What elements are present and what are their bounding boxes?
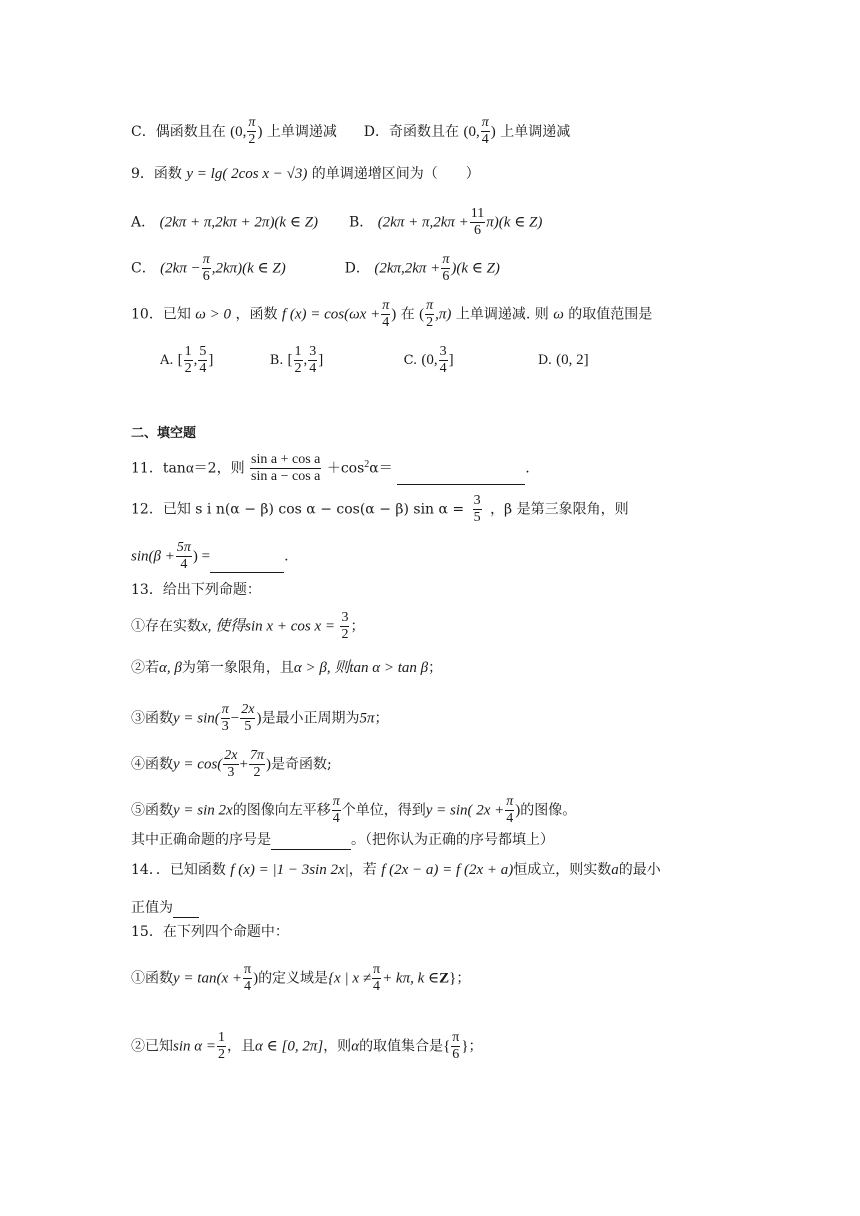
option-label: B. <box>269 353 284 368</box>
text: ①存在实数 <box>131 618 201 635</box>
text: 上单调递减. 则 <box>455 306 549 323</box>
math: (2kπ − <box>160 260 201 277</box>
denominator: 6 <box>474 223 482 238</box>
q9-option-d-label: D． <box>344 260 370 277</box>
numerator: 7π <box>249 748 264 763</box>
text: ⑤函数 <box>131 802 173 819</box>
superscript: 2 <box>364 458 370 470</box>
math: a <box>611 862 619 878</box>
math: f (x) = |1 − 3sin 2x| <box>230 862 349 878</box>
denominator: 4 <box>382 315 390 330</box>
fraction <box>473 493 482 526</box>
fraction <box>372 962 381 995</box>
q14-prefix: 14．．已知函数 <box>131 862 226 878</box>
q10-prefix: 10．已知 <box>131 306 191 323</box>
option-label: A. <box>160 353 174 368</box>
text: 的图像。 <box>520 802 577 819</box>
q9-options-cd <box>131 252 500 285</box>
numerator: π <box>248 115 256 130</box>
math: )(k ∈ Z) <box>451 260 500 277</box>
math: (0, <box>463 123 480 140</box>
q8-option-c <box>131 115 341 147</box>
denominator: 2 <box>218 1047 226 1062</box>
text: 的图像向左平移 <box>232 802 331 819</box>
text: ＝2，则 <box>193 460 245 477</box>
math: Z <box>439 970 450 987</box>
numerator: 3 <box>341 610 349 625</box>
fraction <box>340 610 349 643</box>
text: ①函数 <box>131 970 173 987</box>
math: ] <box>448 352 454 368</box>
numerator: π <box>243 962 252 977</box>
numerator: π <box>382 298 390 313</box>
q8-option-d-label: D．奇函数且在 <box>363 123 460 140</box>
section-title: 二、填空题 <box>131 426 197 441</box>
q9-option-a-math: (2kπ + π,2kπ + 2π)(k ∈ Z) <box>159 214 319 231</box>
fraction <box>470 206 485 239</box>
math: α > β, 则 <box>293 660 350 676</box>
math: (0, 2] <box>556 352 589 368</box>
q10-stem <box>131 298 652 331</box>
q10-option-d <box>538 353 589 368</box>
math: y = sin 2x <box>173 802 233 819</box>
math: x, 使得 <box>201 618 246 635</box>
numerator: π <box>372 962 381 977</box>
option-label: D. <box>537 353 552 368</box>
denominator: 5 <box>244 719 252 734</box>
text: 。（把你认为正确的序号都填上） <box>351 832 554 848</box>
text: 是奇函数; <box>270 756 332 773</box>
math: [ <box>287 352 293 368</box>
q11 <box>131 452 530 485</box>
q13-prop-5 <box>131 794 576 827</box>
text: 的取值范围是 <box>568 306 653 323</box>
math: y = sin( <box>173 710 220 727</box>
math: y = sin( 2x + <box>425 802 505 819</box>
q8-option-d-tail: 上单调递减 <box>500 123 571 140</box>
q10-option-c <box>403 344 458 376</box>
fraction <box>243 962 252 995</box>
fraction <box>221 702 230 735</box>
math: [ <box>177 352 183 368</box>
text: 在 <box>400 306 415 323</box>
text: ，且 <box>227 1038 256 1055</box>
text: ； <box>374 710 389 727</box>
q8-option-c-label: C．偶函数且在 <box>131 123 226 140</box>
math: ω > 0 <box>195 306 231 323</box>
fraction <box>381 298 390 331</box>
math: α, β <box>159 660 182 676</box>
q13-stem: 13．给出下列命题： <box>131 582 261 598</box>
text: 的取值集合是 <box>359 1038 444 1055</box>
fraction <box>425 298 434 331</box>
q13-prop-2 <box>131 658 442 678</box>
q15-prop-2 <box>131 1030 483 1063</box>
answer-blank[interactable] <box>397 484 525 485</box>
text: 正值为 <box>131 900 173 916</box>
numerator: π <box>221 702 229 717</box>
denominator: 4 <box>244 979 252 994</box>
answer-blank[interactable] <box>173 917 199 918</box>
numerator: π <box>506 794 514 809</box>
numerator: 1 <box>184 344 192 359</box>
math: + kπ, k ∈ <box>382 970 440 987</box>
q13-prop-3 <box>131 702 389 735</box>
numerator: 1 <box>294 344 302 359</box>
fraction <box>202 252 211 285</box>
fraction <box>198 344 207 377</box>
q13-prop-4 <box>131 748 332 781</box>
text: 恒成立，则实数 <box>513 862 612 878</box>
denominator: 4 <box>439 361 447 376</box>
fraction <box>451 1030 460 1063</box>
math: (0, <box>230 123 247 140</box>
q14-line1 <box>131 860 661 880</box>
text: 为第一象限角，且 <box>181 660 294 676</box>
q10-option-a: A. [ $\frac{1}{2}$ , $\frac{5}{4}$ ] <box>160 344 214 376</box>
q12-line1 <box>131 493 629 526</box>
math: α <box>351 1038 360 1055</box>
math: ω <box>553 306 564 323</box>
math: } <box>461 1038 469 1055</box>
text: 是最小正周期为 <box>261 710 360 727</box>
fraction <box>308 344 317 377</box>
numerator: 5π <box>176 540 191 555</box>
math: ) <box>490 123 496 140</box>
q8-options <box>131 115 570 148</box>
denominator: 6 <box>202 269 210 284</box>
math: ) <box>265 756 271 773</box>
q10-options <box>160 344 589 377</box>
math: (0, <box>421 352 438 368</box>
numerator: 3 <box>439 344 447 359</box>
math: ,π) <box>435 306 452 323</box>
math: ] <box>318 352 324 368</box>
math: {x | x ≠ <box>328 970 371 987</box>
math: y = cos( <box>173 756 223 773</box>
text: 其中正确命题的序号是 <box>131 832 271 848</box>
q9-stem <box>131 164 480 184</box>
fraction <box>247 115 256 148</box>
math: ) <box>391 306 397 323</box>
q11-prefix: 11．tan <box>131 460 186 477</box>
math: y = tan(x + <box>173 970 242 987</box>
math: − <box>230 710 240 727</box>
math: π)(k ∈ Z) <box>486 214 543 231</box>
denominator: 6 <box>442 269 450 284</box>
text: ＋cos <box>326 460 365 477</box>
math: sin x + cos x = <box>245 618 335 635</box>
denominator: 2 <box>341 627 349 642</box>
q12-line2 <box>131 540 289 573</box>
fraction <box>184 344 193 377</box>
text: 个单位，得到 <box>341 802 426 819</box>
denominator: 2 <box>294 361 302 376</box>
numerator: 2x <box>224 748 238 763</box>
math: ) <box>256 710 262 727</box>
numerator: π <box>202 252 210 267</box>
denominator: 4 <box>180 557 188 572</box>
math: sin(β + <box>131 548 175 565</box>
denominator: 4 <box>332 811 340 826</box>
q8-option-c-tail: 上单调递减 <box>266 123 337 140</box>
fraction <box>439 344 448 377</box>
math: α <box>185 460 194 477</box>
numerator: π <box>442 252 450 267</box>
q9-options-ab <box>131 206 542 239</box>
denominator: 5 <box>473 510 481 525</box>
math: sin α = <box>173 1038 217 1055</box>
answer-blank[interactable] <box>210 572 284 573</box>
fraction <box>176 540 192 573</box>
q9-option-b-label: B． <box>348 214 374 231</box>
option-label: C. <box>403 353 418 368</box>
text: . <box>284 548 289 565</box>
denominator: 3 <box>221 719 229 734</box>
fraction <box>332 794 341 827</box>
fraction <box>217 1030 226 1063</box>
denominator: 2 <box>248 132 256 147</box>
q12-stem: 12．已知 s i n(α − β) cos α − cos(α − β) sin α = <box>131 501 465 518</box>
math: 5π <box>359 710 375 727</box>
math: tan α > tan β <box>349 660 429 676</box>
math: ,2kπ)(k ∈ Z) <box>211 260 286 277</box>
text: . <box>525 460 530 477</box>
denominator: 2 <box>184 361 192 376</box>
q9-option-c-label: C． <box>131 260 156 277</box>
math: (2kπ,2kπ + <box>374 260 441 277</box>
text: ④函数 <box>131 756 173 773</box>
text: ，若 <box>348 862 377 878</box>
denominator: 4 <box>481 132 489 147</box>
fraction <box>505 794 514 827</box>
text: ，β 是第三象限角，则 <box>490 501 629 518</box>
q14-line2 <box>131 898 199 918</box>
q15-prop-1 <box>131 962 470 995</box>
math: f (2x − a) = f (2x + a) <box>381 862 514 878</box>
math: ] <box>208 352 214 368</box>
text: ②已知 <box>131 1038 173 1055</box>
math: f (x) = cos(ωx + <box>281 306 381 323</box>
text: ； <box>350 618 365 635</box>
answer-blank[interactable] <box>271 849 351 850</box>
q13-prop-1 <box>131 610 364 643</box>
math: y = lg( 2cos x − √3) <box>186 166 308 182</box>
denominator: 4 <box>199 361 207 376</box>
math: + <box>239 756 248 773</box>
math: ( <box>419 306 425 323</box>
text: ； <box>468 1038 483 1055</box>
text: ； <box>456 970 471 987</box>
fraction <box>250 452 321 485</box>
fraction <box>223 748 238 781</box>
numerator: 1 <box>218 1030 226 1045</box>
math: ) <box>515 802 521 819</box>
fraction <box>294 344 303 377</box>
text: ②若 <box>131 660 159 676</box>
math: ) = <box>192 548 211 565</box>
fraction <box>240 702 255 735</box>
fraction <box>481 115 490 148</box>
numerator: 3 <box>473 493 481 508</box>
fraction <box>441 252 450 285</box>
denominator: 4 <box>373 979 381 994</box>
denominator: 3 <box>227 765 235 780</box>
numerator: π <box>332 794 340 809</box>
text: ，则 <box>323 1038 352 1055</box>
q13-answer <box>131 830 554 850</box>
math: { <box>443 1038 451 1055</box>
math: α ∈ [0, 2π] <box>255 1038 324 1055</box>
numerator: π <box>426 298 434 313</box>
denominator: sin a − cos a <box>251 469 321 484</box>
numerator: π <box>481 115 489 130</box>
denominator: 2 <box>426 315 434 330</box>
text: 的定义域是 <box>258 970 329 987</box>
numerator: sin a + cos a <box>251 452 321 467</box>
q9-suffix: 的单调递增区间为（ ） <box>311 166 480 182</box>
q9-option-a-label: A． <box>131 214 156 231</box>
text: ； <box>428 660 443 676</box>
text: ③函数 <box>131 710 173 727</box>
text: 的最小 <box>618 862 661 878</box>
math: ) <box>253 970 259 987</box>
numerator: 3 <box>309 344 317 359</box>
q15-stem: 15．在下列四个命题中： <box>131 924 289 940</box>
fraction <box>249 748 265 781</box>
q8-option-d <box>363 115 571 147</box>
math: (2kπ + π,2kπ + <box>377 214 469 231</box>
denominator: 2 <box>253 765 261 780</box>
numerator: 2x <box>241 702 255 717</box>
text: ，函数 <box>235 306 278 323</box>
denominator: 4 <box>506 811 514 826</box>
q10-option-b: B. [ $\frac{1}{2}$ , $\frac{3}{4}$ ] <box>269 344 324 376</box>
numerator: 11 <box>470 206 485 221</box>
text: α＝ <box>369 460 393 477</box>
numerator: 5 <box>199 344 207 359</box>
q9-prefix: 9．函数 <box>131 166 182 182</box>
denominator: 4 <box>309 361 317 376</box>
math: } <box>449 970 457 987</box>
denominator: 6 <box>452 1047 460 1062</box>
math: ) <box>257 123 263 140</box>
numerator: π <box>452 1030 460 1045</box>
